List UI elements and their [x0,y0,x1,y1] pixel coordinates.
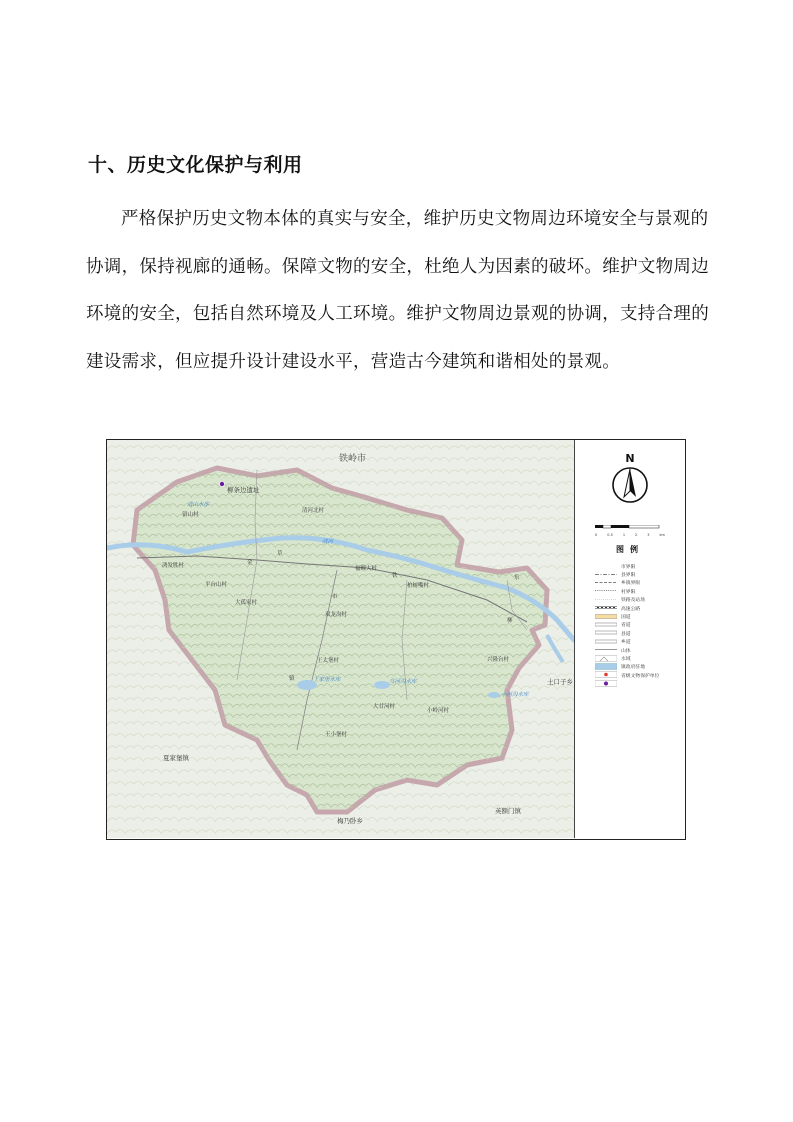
map-label-hongxing: 鸿发胜村 [162,563,185,569]
map-label-tieling-city: 铁岭市 [339,454,367,464]
map-label-water-1: 清山水库 [187,502,210,508]
map-graphic [107,440,574,838]
map-label-xiajia: 夏家堡镇 [163,754,189,762]
map-area [107,440,574,838]
map-label-guanshan: 留山村 [182,512,199,518]
map-road-label-b: 市 [332,594,338,600]
legend-symbol [595,655,617,662]
section-heading: 十、历史文化保护与利用 [88,154,303,176]
legend-symbol [595,579,617,586]
map-label-water-4: 小河沟水库 [501,692,529,698]
legend-symbol [595,596,617,603]
map-road-label-g: 东 [514,575,520,581]
map-label-water-3: 乌河沟水库 [389,679,417,685]
legend-symbol [595,663,617,670]
scale-tick: 0.5 [607,533,613,537]
legend-label: 山体 [621,648,631,654]
legend-symbol [595,613,617,620]
scale-tick: 3 [647,533,650,537]
compass-icon [610,465,650,505]
scale-ticks [595,533,665,537]
map-label-xinglong: 兴隆台村 [487,657,510,663]
reservoir-xiaohegou [488,692,500,698]
legend-title: 图例 [616,545,644,554]
map-legend-panel [574,440,685,838]
legend-label: 乡道 [621,640,631,646]
map-label-xinhe: 福疃大村 [355,566,378,572]
heritage-site-marker [220,482,225,487]
legend-symbol [595,638,617,645]
legend-label: 县道 [621,631,631,637]
scale-tick: 0 [595,533,598,537]
legend-symbol [595,571,617,578]
scale-tick: 2 [635,533,638,537]
legend-symbol [595,605,617,612]
legend-item [595,671,680,679]
legend-label: 铁路及站场 [621,598,645,604]
legend-item [595,604,680,612]
map-label-qingheshi: 清河北村 [302,508,325,514]
scale-unit: km [659,533,665,537]
legend-label: 镇政府驻地 [621,665,645,671]
legend-item [595,654,680,662]
scale-bar-graphic [595,525,665,529]
map-road-label-f: 柳 [507,618,513,624]
legend-label: 市界限 [621,564,636,570]
section-paragraph: 严格保护历史文物本体的真实与安全，维护历史文物周边环境安全与景观的协调，保持视廊的通畅。保障文物的安全，杜绝人为因素的破坏。维护文物周边环境的安全，包括自然环境及人工环境。维护文物周边景观的协调，支持合理的建设需求，但应提升设计建设水平，营造古今建筑和谐相处的景观。 [86,209,709,372]
legend-item [595,579,680,587]
legend-label: 村界限 [621,589,636,595]
legend-label: 省道 [621,623,631,629]
scale-bar [595,514,665,537]
legend-item [595,663,680,671]
legend-symbol [595,672,617,679]
map-road-label-d: 金 [247,560,253,566]
map-label-water-5: 清河 [322,539,334,545]
map-label-xiangfu: 双龙沟村 [325,612,348,618]
map-label-pingshan: 平台山村 [205,582,228,588]
legend-symbol [595,588,617,595]
legend-symbol [595,630,617,637]
map-road-label-a: 草 [277,551,283,557]
legend-item [595,646,680,654]
scale-tick: 1 [622,533,626,537]
map-label-chengguan: 柏树嘴村 [407,583,430,589]
legend-label: 高速公路 [621,606,641,612]
reservoir-wuhegou [374,681,390,689]
map-label-water-2: 王家堡水库 [313,677,341,683]
legend-item [595,638,680,646]
legend-item [595,612,680,620]
map-label-dapu: 大甘河村 [373,704,396,710]
legend-label: 省级文物保护单位 [621,673,660,679]
legend-item [595,596,680,604]
planning-map [106,439,686,840]
legend-list [595,562,680,679]
map-label-xiaotang: 小岭河村 [427,708,450,714]
legend-item [595,587,680,595]
legend-label: 水域 [621,656,631,662]
map-label-daxiao: 大孤家村 [235,600,258,606]
map-label-wanggou: 王小堡村 [325,732,348,738]
legend-symbol [595,647,617,654]
legend-item [595,629,680,637]
north-arrow [595,452,665,509]
map-label-wangtai: 王太堡村 [317,658,340,664]
legend-item [595,570,680,578]
map-label-heritage-site: 柳条边遗址 [227,486,260,494]
north-label: N [625,452,635,465]
map-label-meinai: 梅乃卧乡 [337,817,363,825]
legend-item [595,621,680,629]
legend-item [595,562,680,570]
map-label-tukou: 土口子乡 [547,678,573,686]
legend-label: 县界限 [621,573,636,579]
map-road-label-e: 铁 [392,573,398,579]
legend-label: 乡镇界限 [621,581,641,587]
legend-symbol [595,621,617,628]
map-label-yingmen: 英额门镇 [495,807,521,815]
legend-symbol [595,563,617,570]
legend-label: 国道 [621,615,631,621]
map-road-label-c: 镇 [289,676,295,682]
